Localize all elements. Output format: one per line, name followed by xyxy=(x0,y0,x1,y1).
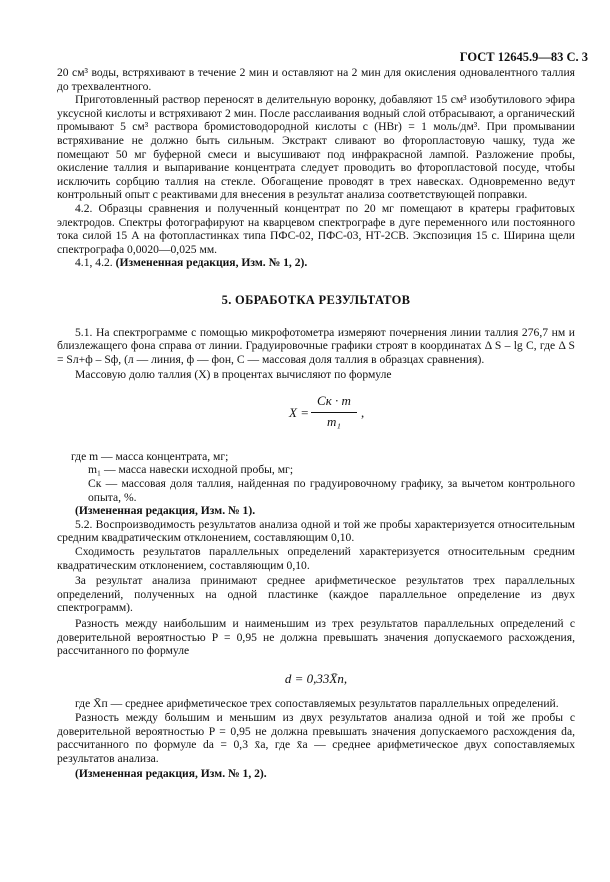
paragraph-amendment-4 xyxy=(57,256,575,270)
document-body xyxy=(57,66,575,781)
paragraph-continuation: 20 см³ воды, встряхивают в течение 2 мин и оставляют на 2 мин для окисления одновалентного таллия до трехвалентного. xyxy=(57,66,575,93)
definition-m xyxy=(57,450,575,464)
formula-x xyxy=(57,388,575,442)
formula-d xyxy=(57,672,575,686)
paragraph-mean-def: где X̄п — среднее арифметическое трех сопоставляемых результатов параллельных определений. xyxy=(75,697,559,711)
definition-ck xyxy=(57,477,575,504)
section-title: 5. ОБРАБОТКА РЕЗУЛЬТАТОВ xyxy=(221,292,411,307)
amendment-note-1: (Измененная редакция, Изм. № 1). xyxy=(75,504,256,518)
paragraph-5-1: 5.1. На спектрограмме с помощью микрофотометра измеряют почернения линии таллия 276,7 нм и близлежащего фона справа от линии. Градуировочные графики строят в координатах Δ S – lg C, где Δ S = Sл+ф – Sф, (л — линия, ф — фон, C — массовая доля таллия в образцах сравнения). xyxy=(57,325,575,366)
amendment-note: (Измененная редакция, Изм. № 1, 2). xyxy=(115,256,308,270)
formula-x-comma: , xyxy=(361,404,365,420)
definition-m1 xyxy=(57,463,575,477)
paragraph-result: За результат анализа принимают среднее арифметическое результатов трех параллельных определений, полученных на одной пластинке (каждое параллельное определение из двух спектрограмм). xyxy=(57,574,575,615)
paragraph-difference: Разность между наибольшим и наименьшим из трех результатов параллельных определений с доверительной вероятностью P = 0,95 не должна превышать значения допускаемого расхождения, рассчитанного по формуле xyxy=(57,617,575,658)
paragraph-5-2: 5.2. Воспроизводимость результатов анализа одной и той же пробы характеризуется относительным средним квадратическим отклонением, составляющим 0,10. xyxy=(57,517,575,545)
paragraph-analysis-difference: Разность между большим и меньшим из двух результатов анализа одной и той же пробы с доверительной вероятностью P = 0,95 не должна превышать значения допускаемого расхождения dа, рассчитанного по формуле dа = 0,3 x̄а, где x̄а — среднее арифметическое двух сопоставляемых результатов анализа. xyxy=(57,710,575,765)
definition-text: масса концентрата, мг; xyxy=(115,449,229,463)
definition-symbol: где m — xyxy=(71,449,113,463)
definition-symbol: m₁ — xyxy=(88,463,116,477)
paragraph-4-2: 4.2. Образцы сравнения и полученный концентрат по 20 мг помещают в кратеры графитовых электродов. Спектры фотографируют на кварцевом спектрографе в дуге переменного или постоянного тока силой 15 А на фотопластинках типа ПФС-02, ПФС-03, НТ-2СВ. Экспозиция 15 с. Ширина щели спектрографа 0,0020—0,025 мм. xyxy=(57,201,575,256)
formula-definitions xyxy=(57,450,575,504)
definition-text: массовая доля таллия, найденная по градуировочному графику, за вычетом контрольного опыта, %. xyxy=(88,477,576,504)
page-header: ГОСТ 12645.9—83 С. 3 xyxy=(459,50,588,64)
formula-d-text: d = 0,33X̄п, xyxy=(284,670,348,686)
paragraph-extraction: Приготовленный раствор переносят в делительную воронку, добавляют 15 см³ изобутилового эфира уксусной кислоты и встряхивают 2 мин. После расслаивания водный слой отбрасывают, а органический промывают 5 см³ раствора бромистоводородной кислоты c (HBr) = 1 моль/дм³. При промывании встряхивание не должно быть сильным. Экстракт сливают во фторопластовую чашку, туда же помещают 50 мг буферной смеси и высушивают под инфракрасной лампой. Разложение пробы, окисление таллия и выпаривание концентрата следует проводить во фторопластовой посуде, чтобы исключить сорбцию таллия на стекле. Обогащение проводят в трех навесках. Одновременно ведут контрольный опыт с реактивами для внесения в результат анализа соответствующей поправки. xyxy=(57,93,575,202)
amendment-ref: 4.1, 4.2. xyxy=(75,256,113,270)
definition-text: масса навески исходной пробы, мг; xyxy=(118,463,294,477)
fraction-bar xyxy=(311,412,357,413)
formula-x-numerator: Cк · m xyxy=(317,392,351,408)
definition-symbol: Cк — xyxy=(88,477,118,491)
paragraph-convergence: Сходимость результатов параллельных определений характеризуется относительным средним квадратическим отклонением, составляющим 0,10. xyxy=(57,545,575,572)
paragraph-formula-intro: Массовую долю таллия (X) в процентах вычисляют по формуле xyxy=(75,368,392,382)
formula-x-lhs: X = xyxy=(289,404,309,420)
formula-x-denominator: m₁ xyxy=(327,413,341,429)
amendment-note-2: (Измененная редакция, Изм. № 1, 2). xyxy=(75,767,267,781)
